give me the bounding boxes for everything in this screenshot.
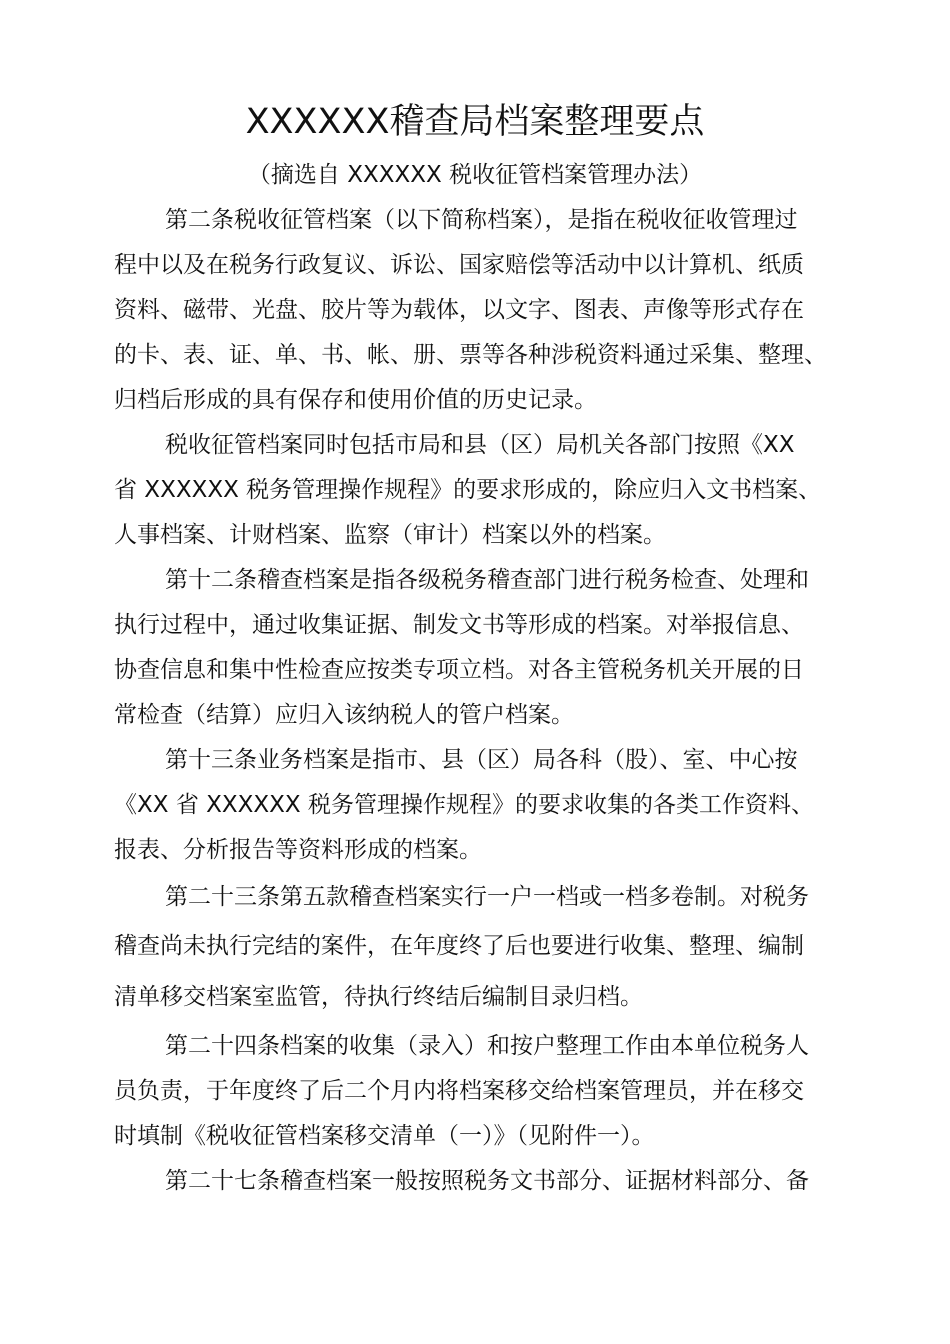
paragraph-line: 程中以及在税务行政复议、诉讼、国家赔偿等活动中以计算机、纸质 xyxy=(114,252,804,278)
paragraph-line: 常检查（结算）应归入该纳税人的管户档案。 xyxy=(114,702,574,728)
paragraph-line: 第十三条业务档案是指市、县（区）局各科（股）、室、中心按 xyxy=(165,747,798,773)
paragraph-line: 资料、磁带、光盘、胶片等为载体，以文字、图表、声像等形式存在 xyxy=(114,297,804,323)
document-title: XXXXXX稽查局档案整理要点 xyxy=(245,102,705,142)
paragraph-line: 执行过程中，通过收集证据、制发文书等形成的档案。对举报信息、 xyxy=(114,612,804,638)
paragraph-line: 省 XXXXXX 税务管理操作规程》的要求形成的，除应归入文书档案、 xyxy=(114,477,822,503)
paragraph-line: 归档后形成的具有保存和使用价值的历史记录。 xyxy=(114,387,597,413)
paragraph-line: 第二十三条第五款稽查档案实行一户一档或一档多卷制。对税务 xyxy=(165,884,809,910)
paragraph-line: 时填制《税收征管档案移交清单（一）》（见附件一）。 xyxy=(114,1123,655,1149)
paragraph-line: 第十二条稽查档案是指各级税务稽查部门进行税务检查、处理和 xyxy=(165,567,809,593)
paragraph-line: 稽查尚未执行完结的案件，在年度终了后也要进行收集、整理、编制 xyxy=(114,933,804,959)
paragraph-line: 协查信息和集中性检查应按类专项立档。对各主管税务机关开展的日 xyxy=(114,657,804,683)
paragraph-line: 的卡、表、证、单、书、帐、册、票等各种涉税资料通过采集、整理、 xyxy=(114,342,827,368)
paragraph-line: 第二条税收征管档案（以下简称档案），是指在税收征收管理过 xyxy=(165,207,798,233)
paragraph-line: 第二十四条档案的收集（录入）和按户整理工作由本单位税务人 xyxy=(165,1033,809,1059)
document-subtitle: （摘选自 XXXXXX 税收征管档案管理办法） xyxy=(247,162,703,188)
paragraph-line: 第二十七条稽查档案一般按照税务文书部分、证据材料部分、备 xyxy=(165,1168,809,1194)
paragraph-line: 员负责，于年度终了后二个月内将档案移交给档案管理员，并在移交 xyxy=(114,1078,804,1104)
paragraph-line: 清单移交档案室监管，待执行终结后编制目录归档。 xyxy=(114,984,643,1010)
paragraph-line: 税收征管档案同时包括市局和县（区）局机关各部门按照《XX xyxy=(165,432,795,458)
paragraph-line: 报表、分析报告等资料形成的档案。 xyxy=(114,837,482,863)
paragraph-line: 《XX 省 XXXXXX 税务管理操作规程》的要求收集的各类工作资料、 xyxy=(114,792,814,818)
paragraph-line: 人事档案、计财档案、监察（审计）档案以外的档案。 xyxy=(114,522,666,548)
